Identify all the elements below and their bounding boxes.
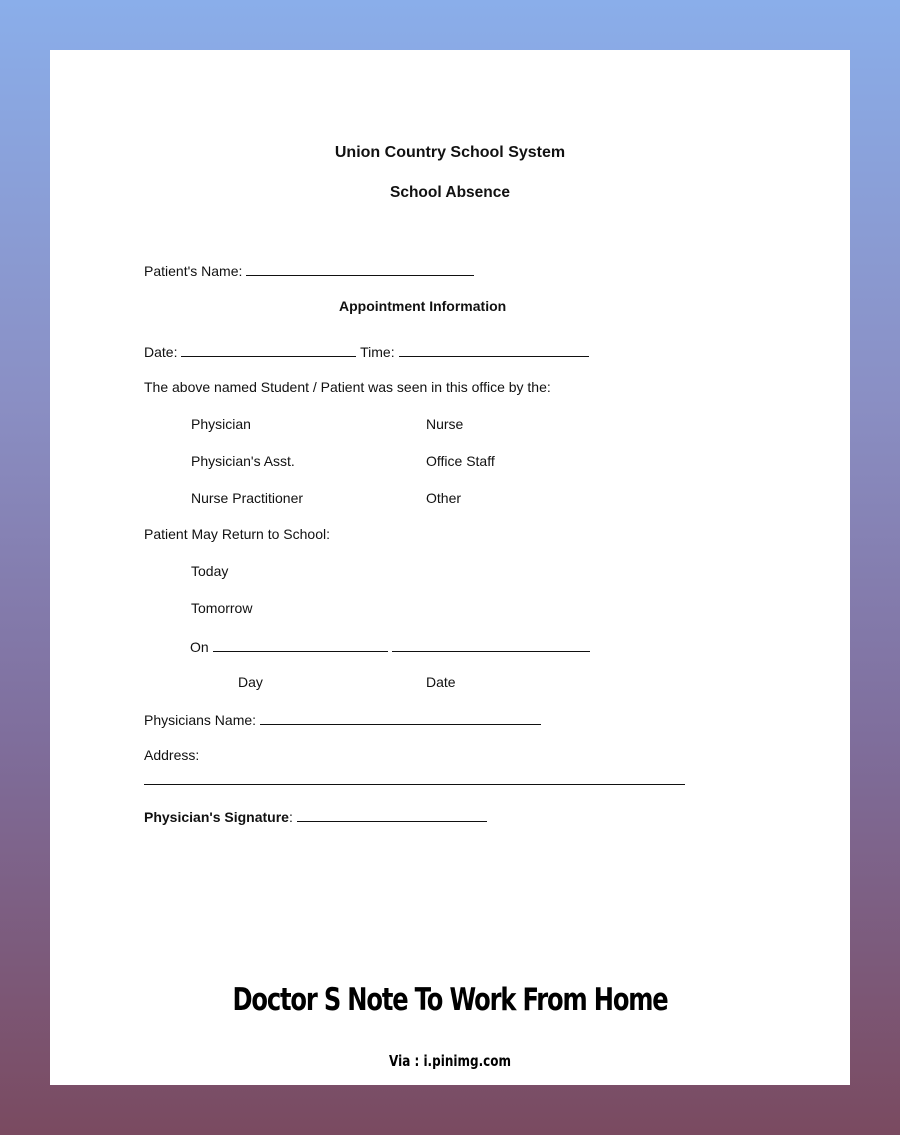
return-day-line[interactable] [213,637,388,652]
date-sub-label: Date [426,674,456,690]
org-title: Union Country School System [334,144,566,161]
time-label: Time: [360,344,395,360]
option-office-staff[interactable]: Office Staff [426,453,495,469]
return-option-today[interactable]: Today [191,563,229,579]
option-physician[interactable]: Physician [191,416,251,432]
patient-name-label: Patient's Name: [144,263,243,279]
return-date-line[interactable] [392,637,590,652]
option-physicians-asst[interactable]: Physician's Asst. [191,453,295,469]
date-time-row [144,342,589,360]
appointment-heading: Appointment Information [339,298,507,314]
patient-name-line[interactable] [246,261,474,276]
seen-by-statement: The above named Student / Patient was seen in this office by the: [144,379,551,395]
signature-line[interactable] [297,807,487,822]
patient-name-row [144,261,474,279]
option-nurse[interactable]: Nurse [426,416,464,432]
form-title: School Absence [389,184,510,201]
signature-label: Physician's Signature [144,809,289,825]
day-sub-label: Day [238,674,263,690]
physician-name-label: Physicians Name: [144,712,257,728]
physician-name-row [144,710,541,728]
return-on-row [190,637,590,655]
address-line[interactable] [144,784,685,785]
return-option-tomorrow[interactable]: Tomorrow [191,600,253,616]
return-label: Patient May Return to School: [144,526,330,542]
banner-title: Doctor S Note To Work From Home [232,982,668,1018]
physician-name-line[interactable] [260,710,541,725]
signature-colon: : [288,809,293,825]
address-label: Address: [144,747,200,763]
time-line[interactable] [399,342,589,357]
banner-source: Via : i.pinimg.com [389,1052,511,1070]
date-line[interactable] [181,342,356,357]
date-label: Date: [144,344,178,360]
option-nurse-practitioner[interactable]: Nurse Practitioner [191,490,304,506]
signature-row [144,807,487,825]
option-other[interactable]: Other [426,490,462,506]
return-option-on[interactable]: On [190,639,209,655]
document-sheet [50,50,850,1085]
